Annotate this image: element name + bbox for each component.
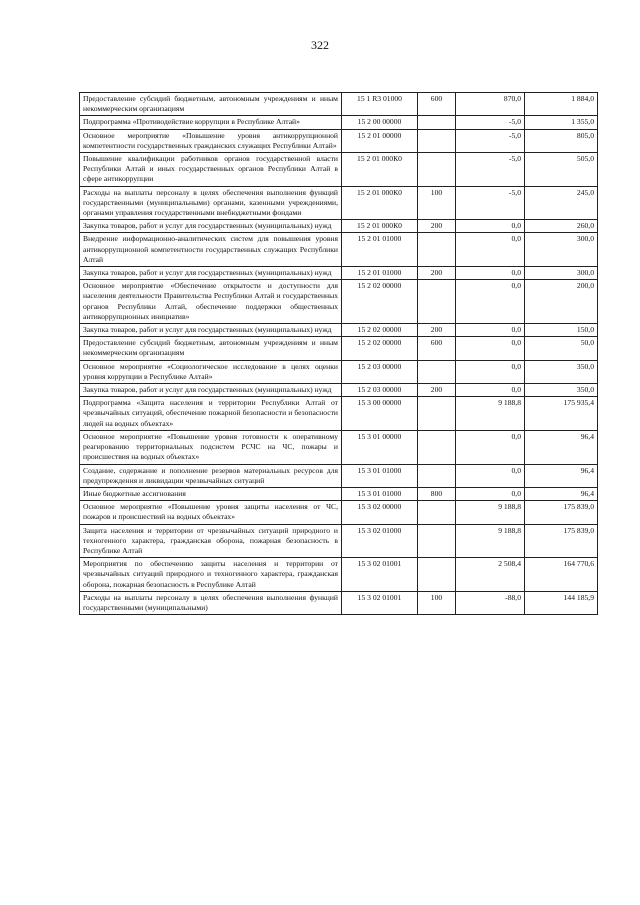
- target-article-code-cell: 15 3 01 01000: [342, 487, 418, 500]
- table-row: [80, 360, 598, 383]
- table-row: [80, 337, 598, 360]
- table-row: [80, 384, 598, 397]
- row-name-cell: Расходы на выплаты персоналу в целях обеспечения выполнения функций государственными (муниципальными): [80, 591, 342, 614]
- expense-type-code-cell: [418, 233, 456, 267]
- row-name-cell: Основное мероприятие «Повышение уровня готовности к оперативному реагированию территориальных подсистем РСЧС на ЧС, пожары и происшествия на водных объектах»: [80, 430, 342, 464]
- amount-total-cell: 175 935,4: [525, 397, 598, 431]
- row-name-cell: Основное мероприятие «Обеспечение открытости и доступности для населения деятельности Правительства Республики Алтай и государственных органов Республики Алтай, обеспечение поддержки общественных антикоррупционных инициатив»: [80, 280, 342, 324]
- amount-total-cell: 96,4: [525, 464, 598, 487]
- amount-total-cell: 175 839,0: [525, 524, 598, 558]
- row-name-cell: Закупка товаров, работ и услуг для государственных (муниципальных) нужд: [80, 384, 342, 397]
- table-row: [80, 93, 598, 116]
- amount-total-cell: 260,0: [525, 220, 598, 233]
- amount-total-cell: 150,0: [525, 324, 598, 337]
- amount-change-cell: 9 188,8: [456, 524, 525, 558]
- table-row: [80, 280, 598, 324]
- expense-type-code-cell: 800: [418, 487, 456, 500]
- amount-total-cell: 300,0: [525, 267, 598, 280]
- row-name-cell: Защита населения и территории от чрезвычайных ситуаций природного и техногенного характера, гражданская оборона, пожарная безопасность в Республике Алтай: [80, 524, 342, 558]
- amount-total-cell: 1 355,0: [525, 116, 598, 129]
- target-article-code-cell: 15 2 03 00000: [342, 360, 418, 383]
- target-article-code-cell: 15 3 02 01001: [342, 558, 418, 592]
- row-name-cell: Повышение квалификации работников органов государственной власти Республики Алтай и иных государственных органов Республики Алтай в сфере антикоррупции: [80, 153, 342, 187]
- expense-type-code-cell: 200: [418, 267, 456, 280]
- table-row: [80, 464, 598, 487]
- table-row: [80, 186, 598, 220]
- expense-type-code-cell: [418, 116, 456, 129]
- amount-total-cell: 245,0: [525, 186, 598, 220]
- page-number: 322: [311, 38, 329, 52]
- row-name-cell: Подпрограмма «Противодействие коррупции в Республике Алтай»: [80, 116, 342, 129]
- expense-type-code-cell: [418, 280, 456, 324]
- amount-change-cell: 0,0: [456, 430, 525, 464]
- target-article-code-cell: 15 2 01 000К0: [342, 220, 418, 233]
- target-article-code-cell: 15 1 R3 01000: [342, 93, 418, 116]
- amount-change-cell: 9 188,8: [456, 397, 525, 431]
- target-article-code-cell: 15 3 02 01001: [342, 591, 418, 614]
- target-article-code-cell: 15 3 02 00000: [342, 501, 418, 524]
- row-name-cell: Закупка товаров, работ и услуг для государственных (муниципальных) нужд: [80, 267, 342, 280]
- amount-change-cell: 0,0: [456, 324, 525, 337]
- target-article-code-cell: 15 3 01 00000: [342, 430, 418, 464]
- table-row: [80, 558, 598, 592]
- row-name-cell: Предоставление субсидий бюджетным, автономным учреждениям и иным некоммерческим организациям: [80, 93, 342, 116]
- amount-total-cell: 175 839,0: [525, 501, 598, 524]
- amount-total-cell: 805,0: [525, 129, 598, 152]
- expense-type-code-cell: 200: [418, 384, 456, 397]
- amount-change-cell: 0,0: [456, 487, 525, 500]
- table-row: [80, 524, 598, 558]
- amount-change-cell: 9 188,8: [456, 501, 525, 524]
- amount-total-cell: 144 185,9: [525, 591, 598, 614]
- target-article-code-cell: 15 2 02 00000: [342, 324, 418, 337]
- target-article-code-cell: 15 2 02 00000: [342, 280, 418, 324]
- row-name-cell: Основное мероприятие «Социологическое исследование в целях оценки уровня коррупции в Республике Алтай»: [80, 360, 342, 383]
- target-article-code-cell: 15 3 00 00000: [342, 397, 418, 431]
- expense-type-code-cell: 600: [418, 93, 456, 116]
- amount-change-cell: 0,0: [456, 384, 525, 397]
- amount-total-cell: 96,4: [525, 487, 598, 500]
- expense-type-code-cell: 100: [418, 186, 456, 220]
- row-name-cell: Мероприятия по обеспечению защиты населения и территории от чрезвычайных ситуаций природного и техногенного характера, гражданская оборона, пожарная безопасность в Республике Алтай: [80, 558, 342, 592]
- amount-total-cell: 200,0: [525, 280, 598, 324]
- amount-total-cell: 350,0: [525, 360, 598, 383]
- amount-change-cell: 870,0: [456, 93, 525, 116]
- amount-change-cell: -5,0: [456, 116, 525, 129]
- table-row: [80, 501, 598, 524]
- amount-total-cell: 50,0: [525, 337, 598, 360]
- budget-table: [79, 92, 598, 615]
- expense-type-code-cell: [418, 129, 456, 152]
- expense-type-code-cell: [418, 397, 456, 431]
- target-article-code-cell: 15 2 01 000К0: [342, 186, 418, 220]
- table-row: [80, 267, 598, 280]
- expense-type-code-cell: [418, 524, 456, 558]
- amount-total-cell: 300,0: [525, 233, 598, 267]
- expense-type-code-cell: [418, 430, 456, 464]
- expense-type-code-cell: 200: [418, 220, 456, 233]
- amount-total-cell: 505,0: [525, 153, 598, 187]
- expense-type-code-cell: [418, 360, 456, 383]
- expense-type-code-cell: [418, 153, 456, 187]
- target-article-code-cell: 15 2 01 00000: [342, 129, 418, 152]
- amount-change-cell: 0,0: [456, 360, 525, 383]
- amount-change-cell: 0,0: [456, 220, 525, 233]
- expense-type-code-cell: 200: [418, 324, 456, 337]
- amount-total-cell: 350,0: [525, 384, 598, 397]
- target-article-code-cell: 15 2 02 00000: [342, 337, 418, 360]
- expense-type-code-cell: 600: [418, 337, 456, 360]
- amount-change-cell: 0,0: [456, 337, 525, 360]
- amount-change-cell: 0,0: [456, 267, 525, 280]
- amount-change-cell: -5,0: [456, 153, 525, 187]
- row-name-cell: Иные бюджетные ассигнования: [80, 487, 342, 500]
- table-row: [80, 129, 598, 152]
- target-article-code-cell: 15 2 01 000К0: [342, 153, 418, 187]
- target-article-code-cell: 15 2 00 00000: [342, 116, 418, 129]
- table-row: [80, 324, 598, 337]
- amount-change-cell: 0,0: [456, 233, 525, 267]
- expense-type-code-cell: [418, 558, 456, 592]
- amount-change-cell: -88,0: [456, 591, 525, 614]
- target-article-code-cell: 15 2 03 00000: [342, 384, 418, 397]
- expense-type-code-cell: [418, 501, 456, 524]
- table-row: [80, 397, 598, 431]
- row-name-cell: Закупка товаров, работ и услуг для государственных (муниципальных) нужд: [80, 324, 342, 337]
- row-name-cell: Внедрение информационно-аналитических систем для повышения уровня антикоррупционной компетентности государственных служащих Республики Алтай: [80, 233, 342, 267]
- row-name-cell: Предоставление субсидий бюджетным, автономным учреждениям и иным некоммерческим организациям: [80, 337, 342, 360]
- expense-type-code-cell: 100: [418, 591, 456, 614]
- table-row: [80, 233, 598, 267]
- row-name-cell: Основное мероприятие «Повышение уровня антикоррупционной компетентности государственных гражданских служащих Республики Алтай»: [80, 129, 342, 152]
- table-row: [80, 591, 598, 614]
- target-article-code-cell: 15 2 01 01000: [342, 233, 418, 267]
- amount-total-cell: 164 770,6: [525, 558, 598, 592]
- target-article-code-cell: 15 3 02 01000: [342, 524, 418, 558]
- target-article-code-cell: 15 3 01 01000: [342, 464, 418, 487]
- amount-total-cell: 1 884,0: [525, 93, 598, 116]
- amount-change-cell: 2 508,4: [456, 558, 525, 592]
- row-name-cell: Создание, содержание и пополнение резервов материальных ресурсов для предупреждения и ликвидации чрезвычайных ситуаций: [80, 464, 342, 487]
- amount-change-cell: 0,0: [456, 280, 525, 324]
- target-article-code-cell: 15 2 01 01000: [342, 267, 418, 280]
- row-name-cell: Закупка товаров, работ и услуг для государственных (муниципальных) нужд: [80, 220, 342, 233]
- amount-change-cell: -5,0: [456, 129, 525, 152]
- table-row: [80, 487, 598, 500]
- table-row: [80, 153, 598, 187]
- table-row: [80, 116, 598, 129]
- amount-total-cell: 96,4: [525, 430, 598, 464]
- expense-type-code-cell: [418, 464, 456, 487]
- row-name-cell: Подпрограмма «Защита населения и территории Республики Алтай от чрезвычайных ситуаций, обеспечение пожарной безопасности и безопасности людей на водных объектах»: [80, 397, 342, 431]
- amount-change-cell: 0,0: [456, 464, 525, 487]
- row-name-cell: Расходы на выплаты персоналу в целях обеспечения выполнения функций государственными (муниципальными) органами, казенными учреждениями, органами управления государственными внебюджетными фондами: [80, 186, 342, 220]
- table-row: [80, 220, 598, 233]
- amount-change-cell: -5,0: [456, 186, 525, 220]
- table-row: [80, 430, 598, 464]
- row-name-cell: Основное мероприятие «Повышение уровня защиты населения от ЧС, пожаров и происшествий на водных объектах»: [80, 501, 342, 524]
